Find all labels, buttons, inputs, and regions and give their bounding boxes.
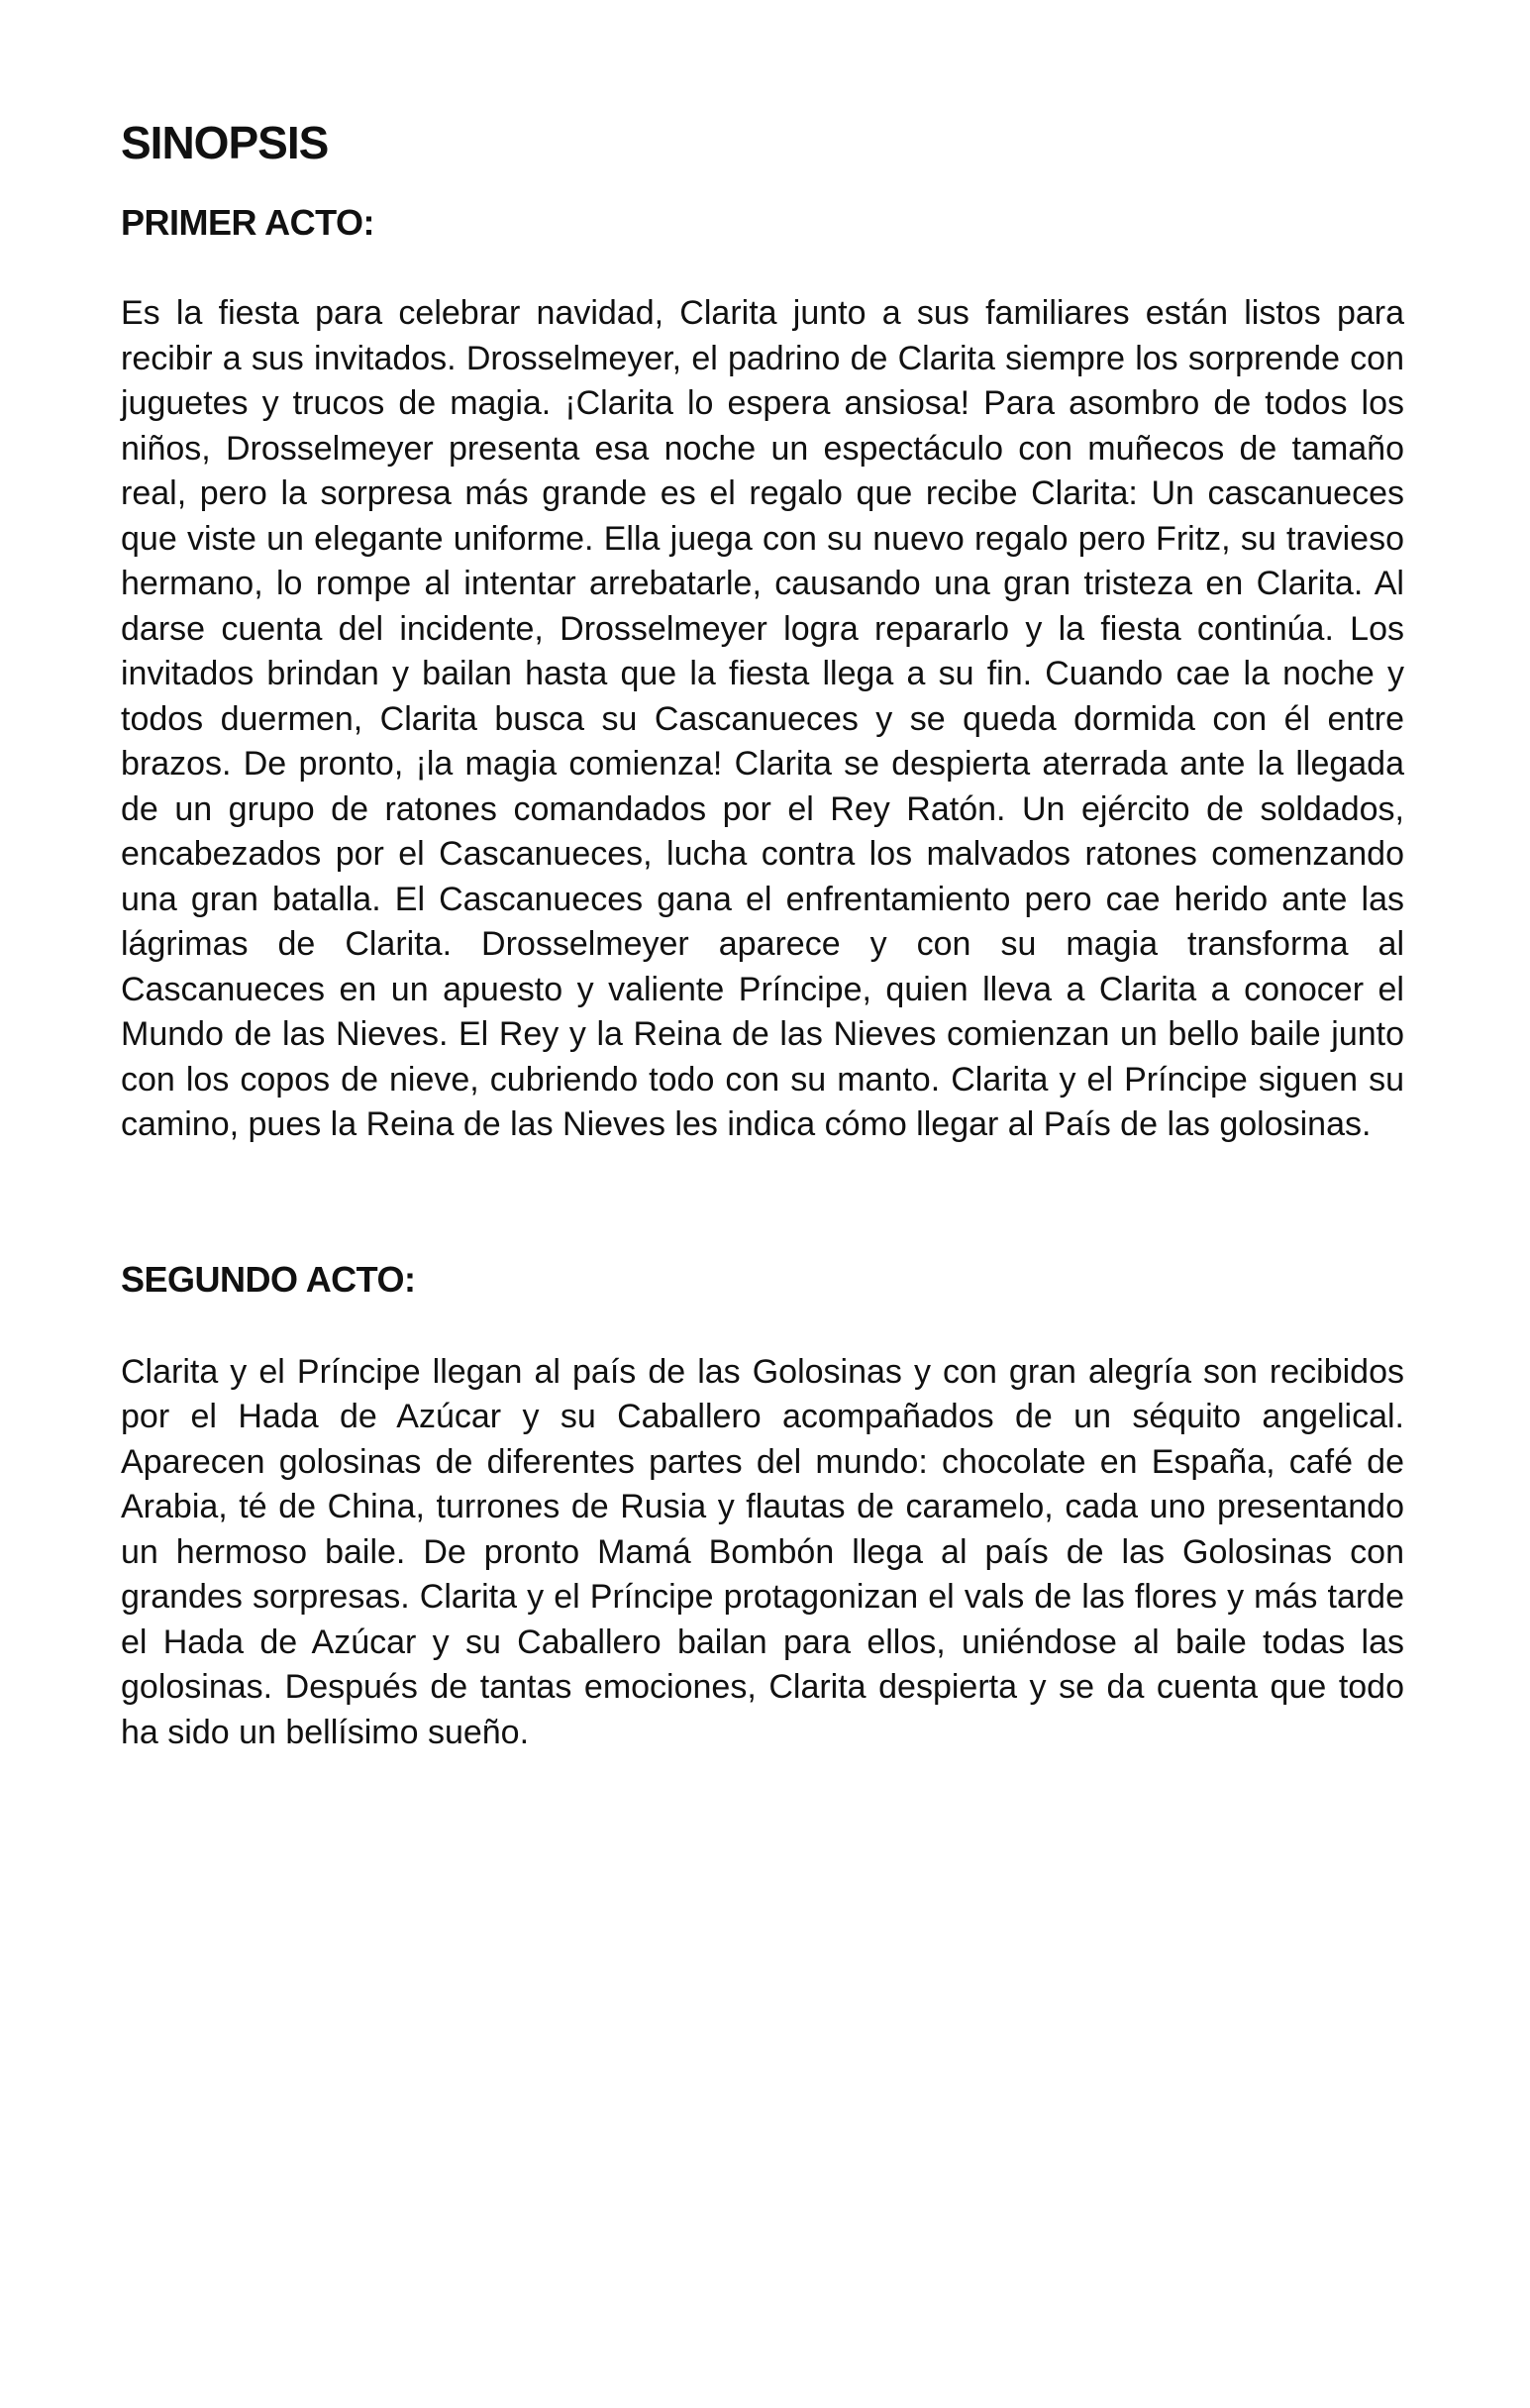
act-one-section (121, 198, 1404, 1148)
act-two-paragraph: Clarita y el Príncipe llegan al país de las Golosinas y con gran alegría son recibidos por el Hada de Azúcar y su Caballero acompañados de un séquito angelical. Aparecen golosinas de diferentes partes del mundo: chocolate en España, café de Arabia, té de China, turrones de Rusia y flautas de caramelo, cada uno presentando un hermoso baile. De pronto Mamá Bombón llega al país de las Golosinas con grandes sorpresas. Clarita y el Príncipe protagonizan el vals de las flores y más tarde el Hada de Azúcar y su Caballero bailan para ellos, uniéndose al baile todas las golosinas. Después de tantas emociones, Clarita despierta y se da cuenta que todo ha sido un bellísimo sueño. (121, 1352, 1404, 1751)
act-two-heading: SEGUNDO ACTO: (121, 1258, 416, 1300)
act-one-paragraph: Es la fiesta para celebrar navidad, Clarita junto a sus familiares están listos para recibir a sus invitados. Drosselmeyer, el padrino de Clarita siempre los sorprende con juguetes y trucos de magia. ¡Clarita lo espera ansiosa! Para asombro de todos los niños, Drosselmeyer presenta esa noche un espectáculo con muñecos de tamaño real, pero la sorpresa más grande es el regalo que recibe Clarita: Un cascanueces que viste un elegante uniforme. Ella juega con su nuevo regalo pero Fritz, su travieso hermano, lo rompe al intentar arrebatarle, causando una gran tristeza en Clarita. Al darse cuenta del incidente, Drosselmeyer logra repararlo y la fiesta continúa. Los invitados brindan y bailan hasta que la fiesta llega a su fin. Cuando cae la noche y todos duermen, Clarita busca su Cascanueces y se queda dormida con él entre brazos. De pronto, ¡la magia comienza! Clarita se despierta aterrada ante la llegada de un grupo de ratones comandados por el Rey Ratón. Un ejército de soldados, encabezados por el Cascanueces, lucha contra los malvados ratones comenzando una gran batalla. El Cascanueces gana el enfrentamiento pero cae herido ante las lágrimas de Clarita. Drosselmeyer aparece y con su magia transforma al Cascanueces en un apuesto y valiente Príncipe, quien lleva a Clarita a conocer el Mundo de las Nieves. El Rey y la Reina de las Nieves comienzan un bello baile junto con los copos de nieve, cubriendo todo con su manto. Clarita y el Príncipe siguen su camino, pues la Reina de las Nieves les indica cómo llegar al País de las golosinas. (121, 294, 1404, 1143)
document-page (121, 111, 1404, 1755)
page-title: SINOPSIS (121, 117, 329, 168)
act-two-section (121, 1255, 1404, 1756)
act-one-heading: PRIMER ACTO: (121, 202, 375, 243)
